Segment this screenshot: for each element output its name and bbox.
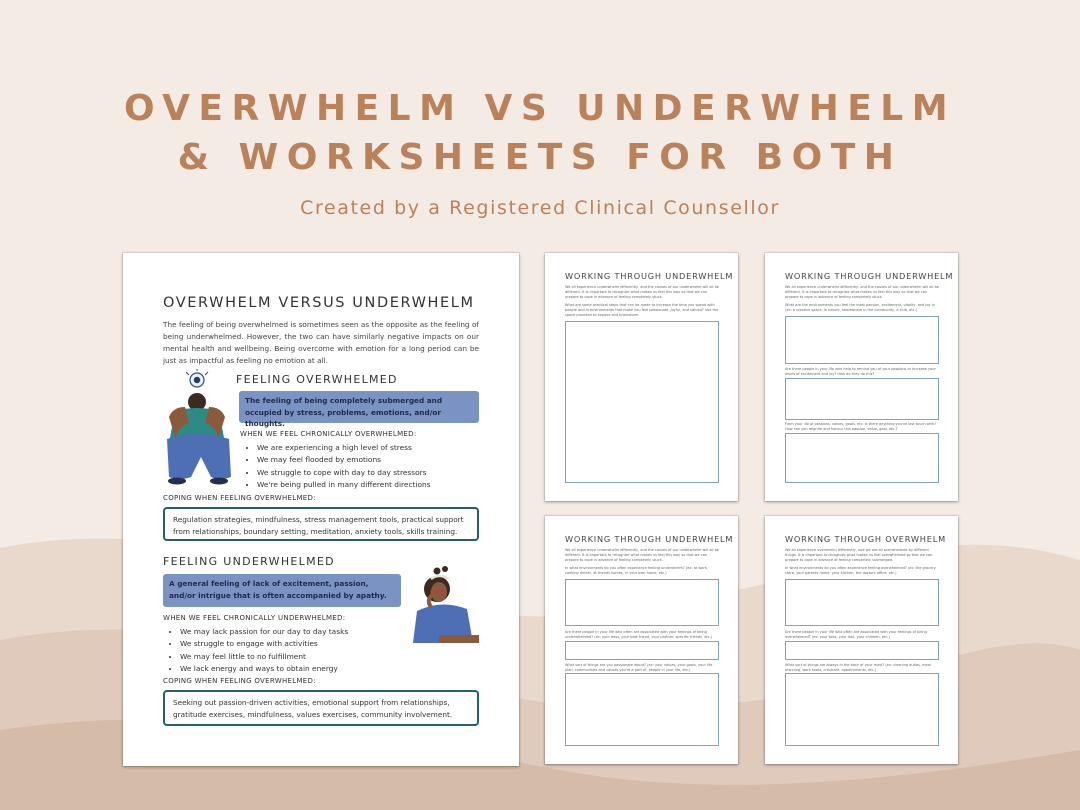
worksheet-prompt: Are there people in your life who help to remind you of your passions or increase your levels of excitement and joy? How do they do this?	[785, 367, 936, 376]
underwhelmed-coping-box: Seeking out passion-driven activities, emotional support from relationships, gratitude exercises, mindfulness, values exercises, community involvement.	[163, 690, 479, 726]
underwhelmed-signs-list	[166, 626, 348, 675]
list-item: • We struggle to engage with activities	[180, 638, 348, 650]
worksheet-answer-box	[565, 641, 719, 660]
worksheet-prompt: What are some practical steps that can be made to increase the time you spend with people and in environments that make you feel passionate, joyful, and valued? Use the space provided to explore and brainstorm.	[565, 303, 719, 317]
overwhelmed-heading: FEELING OVERWHELMED	[236, 373, 398, 386]
worksheet-answer-box	[785, 673, 939, 746]
list-item: • We're being pulled in many different directions	[257, 479, 431, 491]
info-page-intro: The feeling of being overwhelmed is sometimes seen as the opposite as the feeling of being underwhelmed. However, the two can have similarly negative impacts on our mental health and wellbeing. Being overcome with emotion for a long period can be just as impactful as feeling no emotion at all.	[163, 320, 479, 365]
hero-subtitle: Created by a Registered Clinical Counsellor	[300, 197, 780, 219]
worksheet-prompt: In what environments do you often experience feeling underwhelm? (ex: at work, cooking dinner, at friends homes, in your own home, etc.)	[565, 566, 708, 575]
info-page	[123, 253, 519, 766]
worksheet-underwhelm-1	[545, 253, 738, 501]
list-item: • We lack energy and ways to obtain energy	[180, 663, 348, 675]
worksheet-title: WORKING THROUGH UNDERWHELM	[565, 534, 734, 544]
worksheet-answer-box	[565, 321, 719, 483]
overwhelmed-coping-label: COPING WHEN FEELING OVERWHELMED:	[163, 494, 316, 502]
list-item: • We may feel flooded by emotions	[257, 454, 431, 466]
worksheet-intro: We all experience underwhelm differently, and the causes of our underwhelm will all be different. It is important to recognize what makes us feel this way so that we can prepare to cope in advance of feeling completely stuck.	[565, 548, 719, 562]
worksheet-prompt: In what environments do you often experience feeling overwhelmed? (ex: the grocery store, your parents home, your kitchen, the doctors office, etc.)	[785, 566, 936, 575]
info-page-title: OVERWHELM VERSUS UNDERWHELM	[163, 295, 475, 311]
worksheet-answer-box	[785, 378, 939, 420]
overwhelmed-signs-list	[243, 442, 431, 491]
overwhelmed-coping-box: Regulation strategies, mindfulness, stress management tools, practical support from relationships, boundary setting, meditation, anxiety tools, skills training.	[163, 507, 479, 541]
hero-title-line2: & WORKSHEETS FOR BOTH	[177, 137, 903, 178]
worksheet-prompt: Are there people in your life who often are associated with your feelings of being overwhelmed? (ex: your boss, your dad, your children, etc.)	[785, 630, 927, 639]
underwhelmed-coping-label: COPING WHEN FEELING OVERWHELMED:	[163, 677, 316, 685]
worksheet-prompt: What sort of things are always in the back of your mind? (ex: cleaning duties, meal planning, work tasks, childcare, appointments, etc.)	[785, 663, 931, 672]
worksheet-title: WORKING THROUGH UNDERWHELM	[565, 271, 734, 281]
overwhelmed-person-illustration	[159, 369, 237, 489]
underwhelmed-chronic-label: WHEN WE FEEL CHRONICALLY UNDERWHELMED:	[163, 614, 346, 622]
worksheet-answer-box	[565, 579, 719, 626]
worksheet-underwhelm-2	[765, 253, 958, 501]
hero-title-line1: OVERWHELM VS UNDERWHELM	[123, 88, 957, 129]
worksheet-intro: We all experience underwhelm differently, and the causes of our underwhelm will all be different. It is important to recognize what makes us feel this way so that we can prepare to cope in advance of feeling completely stuck.	[785, 285, 939, 299]
worksheet-intro: We all experience underwhelm differently, and the causes of our underwhelm will all be different. It is important to recognize what makes us feel this way so that we can prepare to cope in advance of feeling completely stuck.	[565, 285, 719, 299]
worksheet-underwhelm-3	[545, 516, 738, 764]
list-item: • We struggle to cope with day to day stressors	[257, 467, 431, 479]
worksheet-title: WORKING THROUGH OVERWHELM	[785, 534, 946, 544]
worksheet-answer-box	[785, 433, 939, 483]
worksheet-prompt: What are the environments you feel the most passion, excitement, vitality, and joy in (ex: a creative space, in nature, somewhere in the community, a club, etc.)	[785, 303, 935, 312]
worksheet-answer-box	[565, 673, 719, 746]
underwhelmed-heading: FEELING UNDERWHELMED	[163, 555, 335, 568]
worksheet-title: WORKING THROUGH UNDERWHELM	[785, 271, 954, 281]
worksheet-prompt: From your list of passions, values, goals, etc. is there anything you've lost touch with? How can you reignite and honour this passion, value, goal, etc.?	[785, 422, 936, 431]
worksheet-answer-box	[785, 316, 939, 364]
worksheet-prompt: What sort of things are you passionate about? (ex: your values, your goals, your life plan, communities and causes you're a part of, people in your life, etc.)	[565, 663, 713, 672]
list-item: • We may lack passion for our day to day tasks	[180, 626, 348, 638]
overwhelmed-chronic-label: WHEN WE FEEL CHRONICALLY OVERWHELMED:	[240, 430, 417, 438]
worksheet-intro: We all experience overwhelm differently, and we are all overwhelmed by different things. It is important to recognize what makes us feel overwhelmed so that we can prepare to cope in advance of feeling completely submerged.	[785, 548, 933, 562]
worksheet-prompt: Are there people in your life who often are associated with your feelings of being underwhelmed? (ex: your boss, your best friend, your partner, specific friends, etc.)	[565, 630, 713, 639]
list-item: • We may feel little to no fulfillment	[180, 651, 348, 663]
worksheet-answer-box	[785, 641, 939, 660]
underwhelmed-definition: A general feeling of lack of excitement, passion, and/or intrigue that is often accompanied by apathy.	[163, 574, 401, 607]
list-item: • We are experiencing a high level of stress	[257, 442, 431, 454]
worksheet-overwhelm	[765, 516, 958, 764]
worksheet-answer-box	[785, 579, 939, 626]
overwhelmed-definition: The feeling of being completely submerged and occupied by stress, problems, emotions, and/or thoughts.	[239, 391, 479, 423]
underwhelmed-person-illustration	[409, 565, 483, 647]
